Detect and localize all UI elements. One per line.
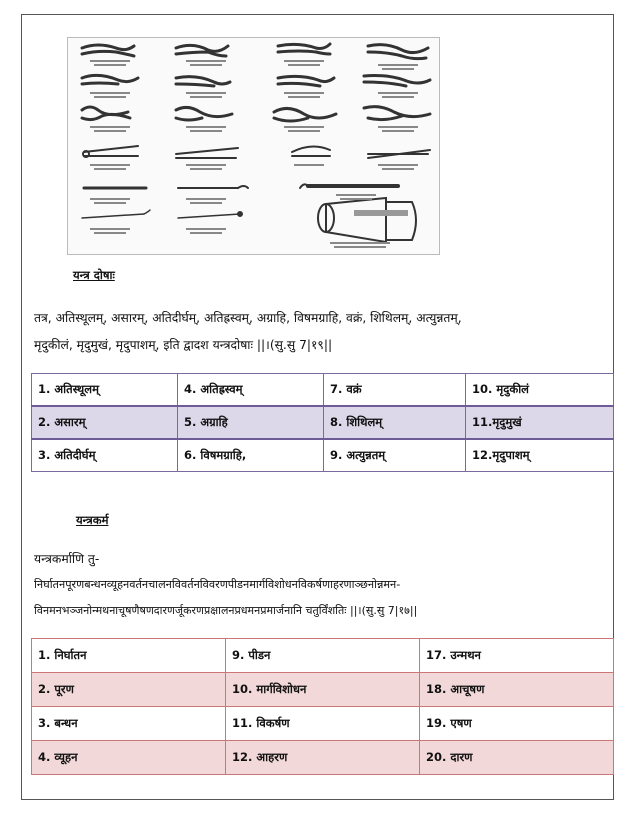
- yantra-karma-heading: यन्त्रकर्म: [76, 513, 109, 527]
- table-cell: 3. अतिदीर्घम्: [32, 439, 178, 472]
- table-cell: 7. वक्रं: [324, 374, 466, 407]
- table-cell: 6. विषमग्राहि,: [178, 439, 324, 472]
- instruments-drawing: [68, 38, 439, 254]
- table-cell: 12.मृदुपाशम्: [466, 439, 614, 472]
- table-cell: 9. अत्युन्नतम्: [324, 439, 466, 472]
- table-cell: 20. दारण: [420, 741, 614, 775]
- yantra-karma-verse-line1: यन्त्रकर्माणि तु-: [34, 552, 100, 566]
- table-cell: 18. आचूषण: [420, 673, 614, 707]
- table-row: [32, 439, 614, 472]
- table-cell: 12. आहरण: [226, 741, 420, 775]
- table-cell: 10. मार्गविशोधन: [226, 673, 420, 707]
- yantra-dosha-verse-line2: मृदुकीलं, मृदुमुखं, मृदुपाशम्, इति द्वादश यन्त्रदोषाः ||।(सु.सु 7|१९||: [34, 338, 333, 352]
- table-cell: 4. अतिह्रस्वम्: [178, 374, 324, 407]
- table-row: [32, 406, 614, 439]
- table-cell: 2. पूरण: [32, 673, 226, 707]
- table-cell: 19. एषण: [420, 707, 614, 741]
- table-cell: 1. अतिस्थूलम्: [32, 374, 178, 407]
- yantra-karma-table: [31, 638, 614, 775]
- table-cell: 1. निर्घातन: [32, 639, 226, 673]
- table-cell: 3. बन्धन: [32, 707, 226, 741]
- table-cell: 11.मृदुमुखं: [466, 406, 614, 439]
- yantra-dosha-verse-line1: तत्र, अतिस्थूलम्, असारम्, अतिदीर्घम्, अतिह्रस्वम्, अग्राहि, विषमग्राहि, वक्रं, शिथिलम्, अत्युन्नतम्,: [34, 311, 462, 325]
- table-cell: 11. विकर्षण: [226, 707, 420, 741]
- table-row: [32, 673, 614, 707]
- table-cell: 10. मृदुकीलं: [466, 374, 614, 407]
- table-row: [32, 741, 614, 775]
- surgical-instruments-figure: [67, 37, 440, 255]
- table-row: [32, 374, 614, 407]
- yantra-dosha-table: [31, 373, 614, 472]
- table-cell: 9. पीडन: [226, 639, 420, 673]
- yantra-karma-verse-line2: निर्घातनपूरणबन्धनव्यूहनवर्तनचालनविवर्तनविवरणपीडनमार्गविशोधनविकर्षणाहरणाञ्छनोन्नमन-: [34, 578, 401, 591]
- table-cell: 2. असारम्: [32, 406, 178, 439]
- table-cell: 5. अग्राहि: [178, 406, 324, 439]
- table-cell: 8. शिथिलम्: [324, 406, 466, 439]
- table-cell: 17. उन्मथन: [420, 639, 614, 673]
- table-row: [32, 707, 614, 741]
- table-cell: 4. व्यूहन: [32, 741, 226, 775]
- yantra-dosha-heading: यन्त्र दोषाः: [73, 268, 115, 282]
- table-row: [32, 639, 614, 673]
- yantra-karma-verse-line3: विनमनभञ्जनोन्मथनाचूषणैषणदारणर्जूकरणप्रक्षालनप्रधमनप्रमार्जनानि चतुर्विंशतिः ||।(सु.सु 7|१७||: [34, 604, 418, 617]
